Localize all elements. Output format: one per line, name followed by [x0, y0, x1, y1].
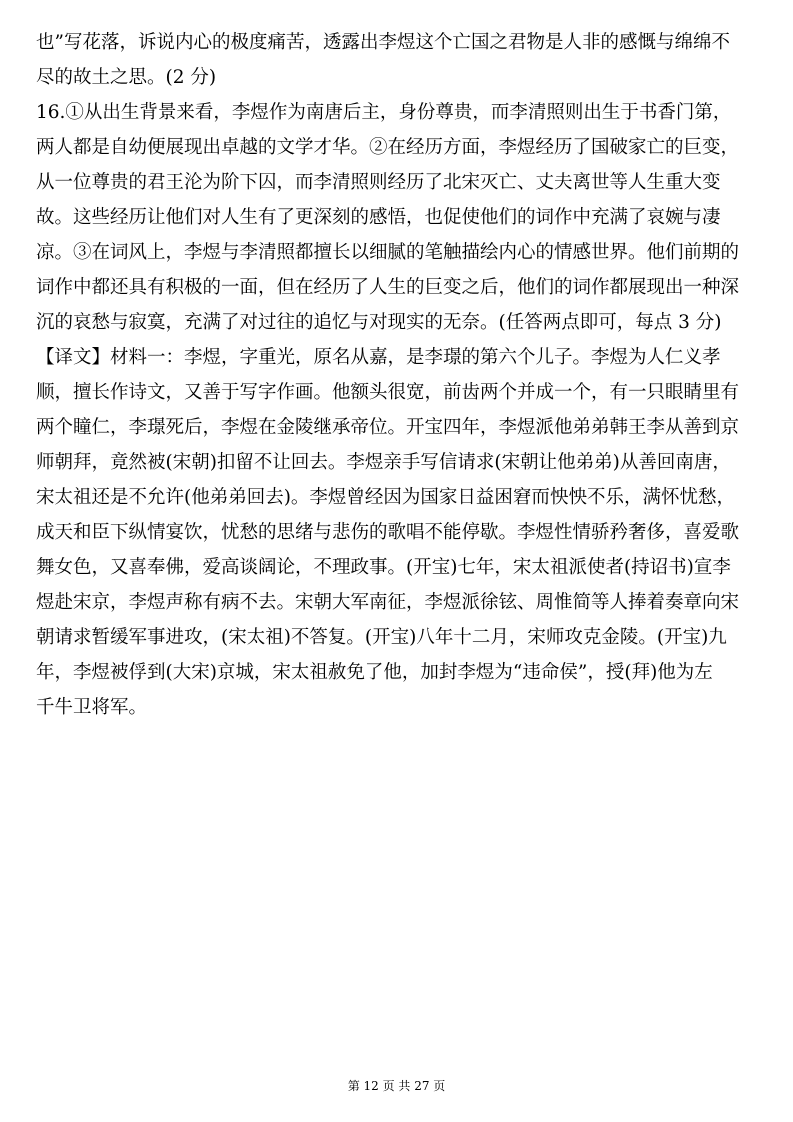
text-line: 16.①从出生背景来看，李煜作为南唐后主，身份尊贵，而李清照则出生于书香门第，	[36, 102, 732, 123]
text-line: 师朝拜，竟然被(宋朝)扣留不让回去。李煜亲手写信请求(宋朝让他弟弟)从善回南唐，	[36, 452, 731, 473]
text-line: 成天和臣下纵情宴饮，忧愁的思绪与悲伤的歌唱不能停歇。李煜性情骄矜奢侈，喜爱歌	[36, 522, 740, 543]
text-line: 从一位尊贵的君王沦为阶下囚，而李清照则经历了北宋灭亡、丈夫离世等人生重大变	[36, 172, 721, 193]
page-footer	[0, 1078, 793, 1094]
text-line: 朝请求暂缓军事进攻，(宋太祖)不答复。(开宝)八年十二月，宋师攻克金陵。(开宝)九	[36, 627, 727, 648]
text-line: 词作中都还具有积极的一面，但在经历了人生的巨变之后，他们的词作都展现出一种深	[36, 277, 740, 298]
text-line: 尽的故土之思。(2 分)	[36, 67, 217, 88]
text-line: 【译文】材料一：李煜，字重光，原名从嘉，是李璟的第六个儿子。李煜为人仁义孝	[36, 347, 721, 368]
text-line: 年，李煜被俘到(大宋)京城，宋太祖赦免了他，加封李煜为“违命侯”，授(拜)他为左	[36, 662, 713, 683]
text-line: 凉。③在词风上，李煜与李清照都擅长以细腻的笔触描绘内心的情感世界。他们前期的	[36, 242, 740, 263]
page-number: 第 12 页 共 27 页	[347, 1079, 446, 1093]
document-body	[36, 25, 756, 725]
text-line: 沉的哀愁与寂寞，充满了对过往的追忆与对现实的无奈。(任答两点即可，每点 3 分)	[36, 312, 722, 333]
text-line: 宋太祖还是不允许(他弟弟回去)。李煜曾经因为国家日益困窘而怏怏不乐，满怀忧愁，	[36, 487, 735, 508]
text-line: 两个瞳仁，李璟死后，李煜在金陵继承帝位。开宝四年，李煜派他弟弟韩王李从善到京	[36, 417, 740, 438]
text-line: 两人都是自幼便展现出卓越的文学才华。②在经历方面，李煜经历了国破家亡的巨变，	[36, 137, 740, 158]
text-line: 故。这些经历让他们对人生有了更深刻的感悟，也促使他们的词作中充满了哀婉与凄	[36, 207, 721, 228]
text-line: 舞女色，又喜奉佛，爱高谈阔论，不理政事。(开宝)七年，宋太祖派使者(持诏书)宣李	[36, 557, 731, 578]
text-line: 千牛卫将军。	[36, 697, 148, 718]
text-line: 煜赴宋京，李煜声称有病不去。宋朝大军南征，李煜派徐铉、周惟简等人捧着奏章向宋	[36, 592, 740, 613]
text-line: 顺，擅长作诗文，又善于写字作画。他额头很宽，前齿两个并成一个，有一只眼睛里有	[36, 382, 740, 403]
text-line: 也”写花落，诉说内心的极度痛苦，透露出李煜这个亡国之君物是人非的感慨与绵绵不	[36, 32, 730, 53]
